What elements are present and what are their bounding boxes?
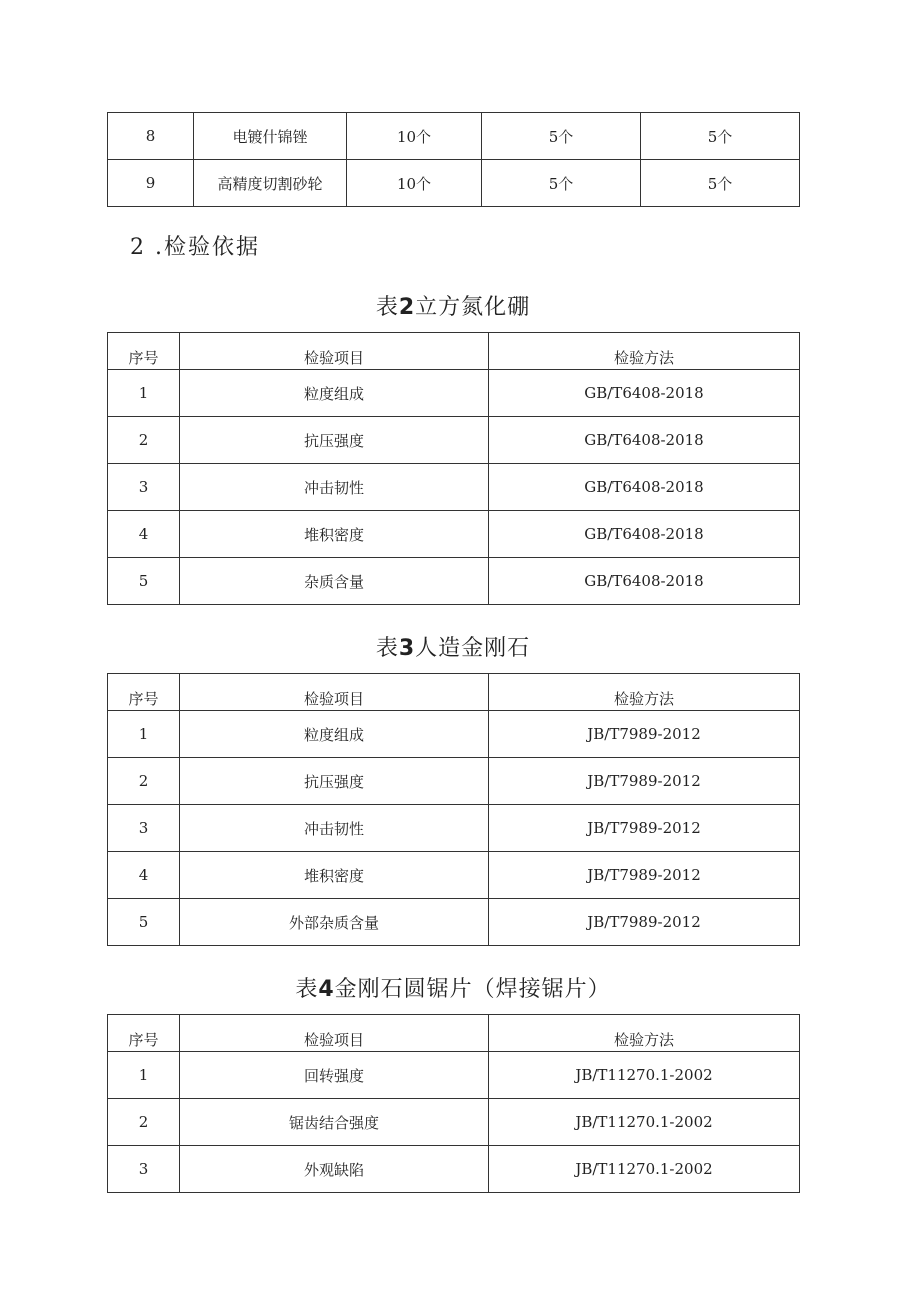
table-caption: 表3人造金刚石 bbox=[375, 636, 531, 661]
table-row bbox=[108, 711, 800, 758]
inspection-method: JB/T7989-2012 bbox=[489, 899, 800, 946]
inspection-item: 外观缺陷 bbox=[180, 1146, 489, 1193]
inspection-table-diamond bbox=[107, 673, 800, 946]
equipment-table bbox=[107, 112, 800, 207]
row-number: 3 bbox=[108, 1146, 180, 1193]
row-number: 4 bbox=[108, 852, 180, 899]
quantity-a: 10个 bbox=[347, 113, 482, 160]
inspection-item: 锯齿结合强度 bbox=[180, 1099, 489, 1146]
header-method: 检验方法 bbox=[489, 333, 800, 370]
table-row bbox=[108, 417, 800, 464]
table-header bbox=[108, 333, 800, 370]
quantity-c: 5个 bbox=[641, 113, 800, 160]
table-header bbox=[108, 1015, 800, 1052]
inspection-item: 冲击韧性 bbox=[180, 464, 489, 511]
inspection-method: JB/T11270.1-2002 bbox=[489, 1099, 800, 1146]
quantity-b: 5个 bbox=[482, 113, 641, 160]
row-number: 2 bbox=[108, 1099, 180, 1146]
inspection-method: JB/T7989-2012 bbox=[489, 852, 800, 899]
table-row bbox=[108, 899, 800, 946]
row-number: 2 bbox=[108, 417, 180, 464]
table-row bbox=[108, 805, 800, 852]
header-method: 检验方法 bbox=[489, 674, 800, 711]
inspection-item: 回转强度 bbox=[180, 1052, 489, 1099]
table-row bbox=[108, 160, 800, 207]
table-row bbox=[108, 511, 800, 558]
table-row bbox=[108, 1052, 800, 1099]
inspection-item: 外部杂质含量 bbox=[180, 899, 489, 946]
header-method: 检验方法 bbox=[489, 1015, 800, 1052]
item-name: 电镀什锦锉 bbox=[194, 113, 347, 160]
header-item: 检验项目 bbox=[180, 333, 489, 370]
section-heading: 2 .检验依据 bbox=[130, 235, 260, 260]
header-item: 检验项目 bbox=[180, 674, 489, 711]
header-no: 序号 bbox=[108, 333, 180, 370]
inspection-method: JB/T7989-2012 bbox=[489, 758, 800, 805]
table-row bbox=[108, 113, 800, 160]
inspection-method: GB/T6408-2018 bbox=[489, 558, 800, 605]
table-row bbox=[108, 558, 800, 605]
row-number: 5 bbox=[108, 558, 180, 605]
quantity-a: 10个 bbox=[347, 160, 482, 207]
row-number: 1 bbox=[108, 1052, 180, 1099]
table-row bbox=[108, 852, 800, 899]
inspection-item: 抗压强度 bbox=[180, 417, 489, 464]
header-no: 序号 bbox=[108, 674, 180, 711]
inspection-table-saw-blade bbox=[107, 1014, 800, 1193]
inspection-table-cbn bbox=[107, 332, 800, 605]
inspection-item: 冲击韧性 bbox=[180, 805, 489, 852]
row-number: 3 bbox=[108, 805, 180, 852]
inspection-item: 粒度组成 bbox=[180, 711, 489, 758]
table-row bbox=[108, 464, 800, 511]
inspection-item: 堆积密度 bbox=[180, 852, 489, 899]
quantity-b: 5个 bbox=[482, 160, 641, 207]
row-number: 1 bbox=[108, 370, 180, 417]
inspection-method: JB/T11270.1-2002 bbox=[489, 1146, 800, 1193]
row-number: 4 bbox=[108, 511, 180, 558]
inspection-method: JB/T7989-2012 bbox=[489, 805, 800, 852]
row-number: 9 bbox=[108, 160, 194, 207]
header-item: 检验项目 bbox=[180, 1015, 489, 1052]
row-number: 3 bbox=[108, 464, 180, 511]
table-row bbox=[108, 1099, 800, 1146]
table-header bbox=[108, 674, 800, 711]
inspection-method: JB/T11270.1-2002 bbox=[489, 1052, 800, 1099]
row-number: 5 bbox=[108, 899, 180, 946]
table-caption: 表4金刚石圆锯片（焊接锯片） bbox=[295, 977, 611, 1002]
quantity-c: 5个 bbox=[641, 160, 800, 207]
table-caption: 表2立方氮化硼 bbox=[375, 295, 531, 320]
row-number: 8 bbox=[108, 113, 194, 160]
table-row bbox=[108, 758, 800, 805]
inspection-method: JB/T7989-2012 bbox=[489, 711, 800, 758]
inspection-method: GB/T6408-2018 bbox=[489, 370, 800, 417]
table-row bbox=[108, 370, 800, 417]
inspection-item: 粒度组成 bbox=[180, 370, 489, 417]
table-row bbox=[108, 1146, 800, 1193]
inspection-method: GB/T6408-2018 bbox=[489, 511, 800, 558]
header-no: 序号 bbox=[108, 1015, 180, 1052]
inspection-item: 抗压强度 bbox=[180, 758, 489, 805]
inspection-method: GB/T6408-2018 bbox=[489, 417, 800, 464]
item-name: 高精度切割砂轮 bbox=[194, 160, 347, 207]
row-number: 2 bbox=[108, 758, 180, 805]
inspection-item: 杂质含量 bbox=[180, 558, 489, 605]
inspection-item: 堆积密度 bbox=[180, 511, 489, 558]
inspection-method: GB/T6408-2018 bbox=[489, 464, 800, 511]
row-number: 1 bbox=[108, 711, 180, 758]
